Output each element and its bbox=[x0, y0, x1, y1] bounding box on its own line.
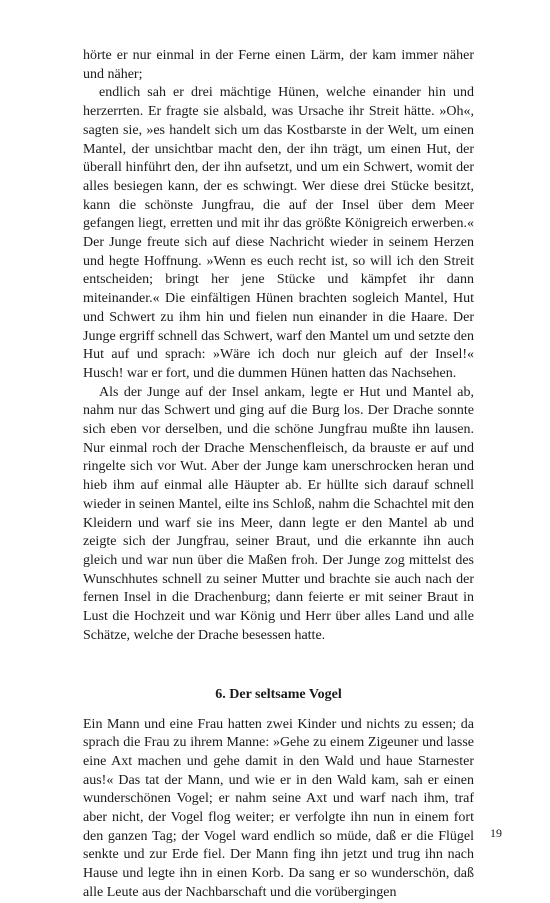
page-number: 19 bbox=[490, 826, 502, 840]
paragraph: Ein Mann und eine Frau hatten zwei Kinder und nichts zu essen; da sprach die Frau zu ihrem Manne: »Gehe zu einem Zigeuner und lasse eine Axt machen und gehe damit in den Wald und haue Starnester aus!« Das tat der Mann, und wie er in den Wald kam, sah er einen wunderschönen Vogel; er nahm seine Axt und warf nach ihm, traf aber nicht, der Vogel flog weiter; er verfolgte ihn nun in einem fort den ganzen Tag; der Vogel ward endlich so müde, daß er die Flügel senkte und zur Erde fiel. Der Mann fing ihn jetzt und trug ihn nach Hause und legte ihn in einen Korb. Da sang er so wunderschön, daß alle Leute aus der Nachbarschaft und die vorübergingen bbox=[83, 716, 474, 900]
paragraph: endlich sah er drei mächtige Hünen, welche einander hin und herzerrten. Er fragte sie alsbald, was Ursache ihr Streit hätte. »Oh«, sagten sie, »es handelt sich um das Kostbarste in der Welt, um einen Mantel, der unsichtbar macht den, der ihn trägt, um einen Hut, der überall hinführt den, der ihn aufsetzt, und um ein Schwert, womit der alles besiegen kann, der es schwingt. Wer diese drei Stücke besitzt, kann die schönste Jungfrau, die auf der Insel über dem Meer gefangen liegt, erretten und mit ihr das größte Königreich erwerben.« Der Junge freute sich auf diese Nachricht wieder in seinem Herzen und hegte Hoffnung. »Wenn es euch recht ist, so will ich den Streit entscheiden; bringt her jene Stücke und kämpfet ihr dann miteinander.« Die einfältigen Hünen brachten sogleich Mantel, Hut und Schwert zu ihm hin und fielen nun einander in die Haare. Der Junge ergriff schnell das Schwert, warf den Mantel um und setzte den Hut auf und sprach: »Wäre ich doch nur gleich auf der Insel!« Husch! war er fort, und die dummen Hünen hatten das Nachsehen. bbox=[83, 85, 474, 381]
paragraph: hörte er nur einmal in der Ferne einen Lärm, der kam immer näher und näher; bbox=[83, 48, 474, 82]
chapter-text bbox=[83, 716, 474, 903]
paragraph: Als der Junge auf der Insel ankam, legte er Hut und Mantel ab, nahm nur das Schwert und ging auf die Burg los. Der Drache sonnte sich eben vor derselben, und die schöne Jungfrau mußte ihn lausen. Nur einmal roch der Drache Menschenfleisch, da brauste er auf und ringelte sich vor Wut. Aber der Junge kam unerschrocken heran und hieb ihm auf einmal alle Häupter ab. Er hüllte sich darauf schnell wieder in seinen Mantel, eilte ins Schloß, nahm die Schachtel mit den Kleidern und warf sie ins Meer, dann legte er den Mantel ab und zeigte sich der Jungfrau, seiner Braut, und die erkannte ihn auch gleich und war nun über die Maßen froh. Der Junge zog mittelst des Wunschhutes schnell zu seiner Mutter und brachte sie auch nach der fernen Insel in die Drachenburg; dann feierte er mit seiner Braut in Lust die Hochzeit und war König und Herr über alles Land und alle Schätze, welche der Drache besessen hatte. bbox=[83, 384, 474, 643]
story-continuation bbox=[83, 47, 474, 646]
book-page bbox=[83, 47, 474, 903]
chapter-heading: 6. Der seltsame Vogel bbox=[215, 686, 342, 702]
